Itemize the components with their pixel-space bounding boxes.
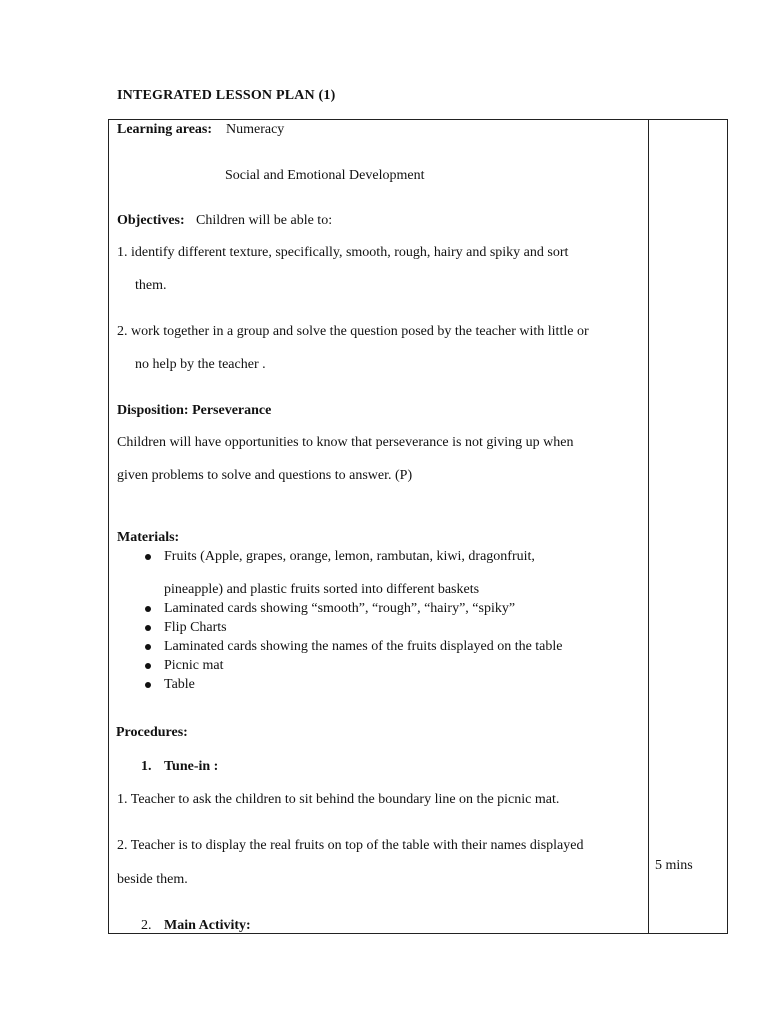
time-allocation: 5 mins — [655, 858, 693, 873]
disposition-line1: Children will have opportunities to know that perseverance is not giving up when — [117, 435, 574, 450]
material-1-line2: pineapple) and plastic fruits sorted into different baskets — [164, 582, 480, 597]
lesson-plan-table — [108, 119, 728, 934]
bullet-icon — [145, 625, 151, 631]
document-title: INTEGRATED LESSON PLAN (1) — [117, 88, 336, 103]
step-2-number: 2. — [141, 918, 152, 933]
disposition-line2: given problems to solve and questions to answer. (P) — [117, 468, 413, 483]
material-1-line1: Fruits (Apple, grapes, orange, lemon, rambutan, kiwi, dragonfruit, — [164, 549, 535, 564]
materials-label: Materials: — [117, 530, 180, 545]
objective-1-line2: them. — [135, 278, 167, 293]
objectives-intro: Children will be able to: — [196, 213, 333, 228]
objective-2-line1: 2. work together in a group and solve the question posed by the teacher with little or — [117, 324, 589, 339]
step-2-heading: Main Activity: — [164, 918, 251, 933]
disposition-label: Disposition: Perseverance — [117, 403, 272, 418]
objective-1-line1: 1. identify different texture, specifically, smooth, rough, hairy and spiky and sort — [117, 245, 569, 260]
learning-areas-label: Learning areas: — [117, 122, 213, 137]
bullet-icon — [145, 663, 151, 669]
step-1-heading: Tune-in : — [164, 759, 219, 774]
material-4: Laminated cards showing the names of the fruits displayed on the table — [164, 639, 563, 654]
column-divider — [648, 120, 649, 933]
objective-2-line2: no help by the teacher . — [135, 357, 266, 372]
procedures-label: Procedures: — [116, 725, 188, 740]
learning-areas-value: Numeracy — [226, 122, 285, 137]
step-1-item-2-line2: beside them. — [117, 872, 188, 887]
learning-areas-secondary: Social and Emotional Development — [225, 168, 425, 183]
bullet-icon — [145, 644, 151, 650]
material-2: Laminated cards showing “smooth”, “rough”, “hairy”, “spiky” — [164, 601, 516, 616]
material-5: Picnic mat — [164, 658, 224, 673]
objectives-label: Objectives: — [117, 213, 185, 228]
step-1-item-1: 1. Teacher to ask the children to sit behind the boundary line on the picnic mat. — [117, 792, 560, 807]
step-1-item-2-line1: 2. Teacher is to display the real fruits on top of the table with their names displayed — [117, 838, 584, 853]
material-3: Flip Charts — [164, 620, 227, 635]
bullet-icon — [145, 682, 151, 688]
material-6: Table — [164, 677, 195, 692]
bullet-icon — [145, 554, 151, 560]
step-1-number: 1. — [141, 759, 152, 774]
bullet-icon — [145, 606, 151, 612]
